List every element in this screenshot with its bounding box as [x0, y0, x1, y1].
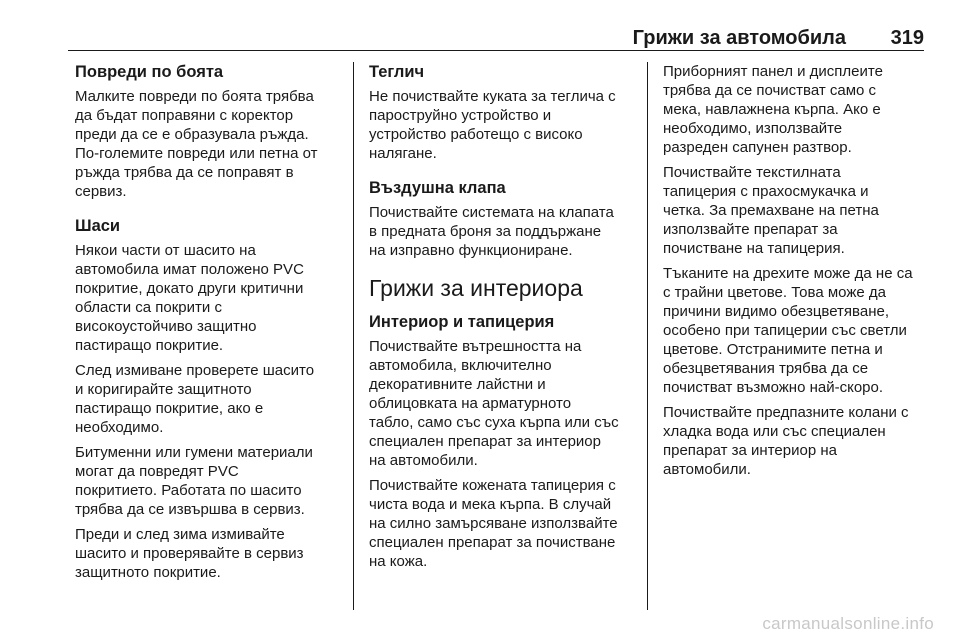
paragraph-chassis-3: Битуменни или гумени материали могат да повредят PVC покритието. Работата по шасито трябва да се извършва в сервиз.: [75, 444, 313, 518]
paragraph-textile: Почиствайте текстилната тапицерия с прахосмукачка и четка. За премахване на петна използвайте препарат за почистване на тапицерия.: [663, 164, 879, 257]
heading-chassis: Шаси: [75, 217, 121, 235]
paragraph-interior-2: Почиствайте кожената тапицерия с чиста вода и мека кърпа. В случай на силно замърсяване използвайте специален препарат за почистване на кожа.: [369, 477, 618, 570]
column-2: [369, 62, 633, 577]
paragraph-dashboard: Приборният панел и дисплеите трябва да се почистват само с мека, навлажнена кърпа. Ако е необходимо, използвайте разреден сапунен разтвор.: [663, 63, 883, 156]
column-divider-2: [647, 62, 648, 610]
paragraph-paint-damage: Малките повреди по боята трябва да бъдат поправяни с коректор преди да се е образувала ръжда. По-големите повреди или петна от ръжда трябва да се поправят в сервиз.: [75, 88, 318, 200]
paragraph-interior-1: Почиствайте вътрешността на автомобила, включително декоративните лайстни и облицовката на арматурното табло, само със суха кърпа или със специален препарат за интериор на автомобили.: [369, 338, 619, 469]
header-title: Грижи за автомобила: [632, 27, 846, 49]
column-1: [75, 62, 345, 588]
column-3: [663, 62, 928, 485]
paragraph-towbar: Не почиствайте куката за теглича с пароструйно устройство и устройство работещо с високо налягане.: [369, 88, 616, 162]
heading-interior-upholstery: Интериор и тапицерия: [369, 313, 555, 331]
page-header: [68, 0, 924, 51]
heading-towbar: Теглич: [369, 63, 425, 81]
paragraph-fabric-colors: Тъканите на дрехите може да не са с трайни цветове. Това може да причини видимо обезцветяване, особено при тапицерии със светли цветове. Отстранимите петна и обезцветявания трябва да се почистват възможно най-скоро.: [663, 265, 913, 396]
heading-air-flap: Въздушна клапа: [369, 179, 506, 197]
paragraph-air-flap: Почиствайте системата на клапата в предната броня за поддържане на изправно функциониране.: [369, 204, 614, 259]
page-number: 319: [890, 27, 924, 49]
watermark: carmanualsonline.info: [762, 614, 934, 633]
section-title-interior-care: Грижи за интериора: [369, 275, 583, 301]
paragraph-seat-belts: Почиствайте предпазните колани с хладка вода или със специален препарат за интериор на автомобили.: [663, 404, 909, 478]
paragraph-chassis-2: След измиване проверете шасито и коригирайте защитното пастиращо покритие, ако е необходимо.: [75, 362, 315, 436]
paragraph-chassis-1: Някои части от шасито на автомобила имат положено PVC покритие, докато други критични области са покрити с високоустойчиво защитно пастиращо покритие.: [75, 242, 304, 354]
heading-paint-damage: Повреди по боята: [75, 63, 224, 81]
column-divider-1: [353, 62, 354, 610]
paragraph-chassis-4: Преди и след зима измивайте шасито и проверявайте в сервиз защитното покритие.: [75, 526, 304, 581]
